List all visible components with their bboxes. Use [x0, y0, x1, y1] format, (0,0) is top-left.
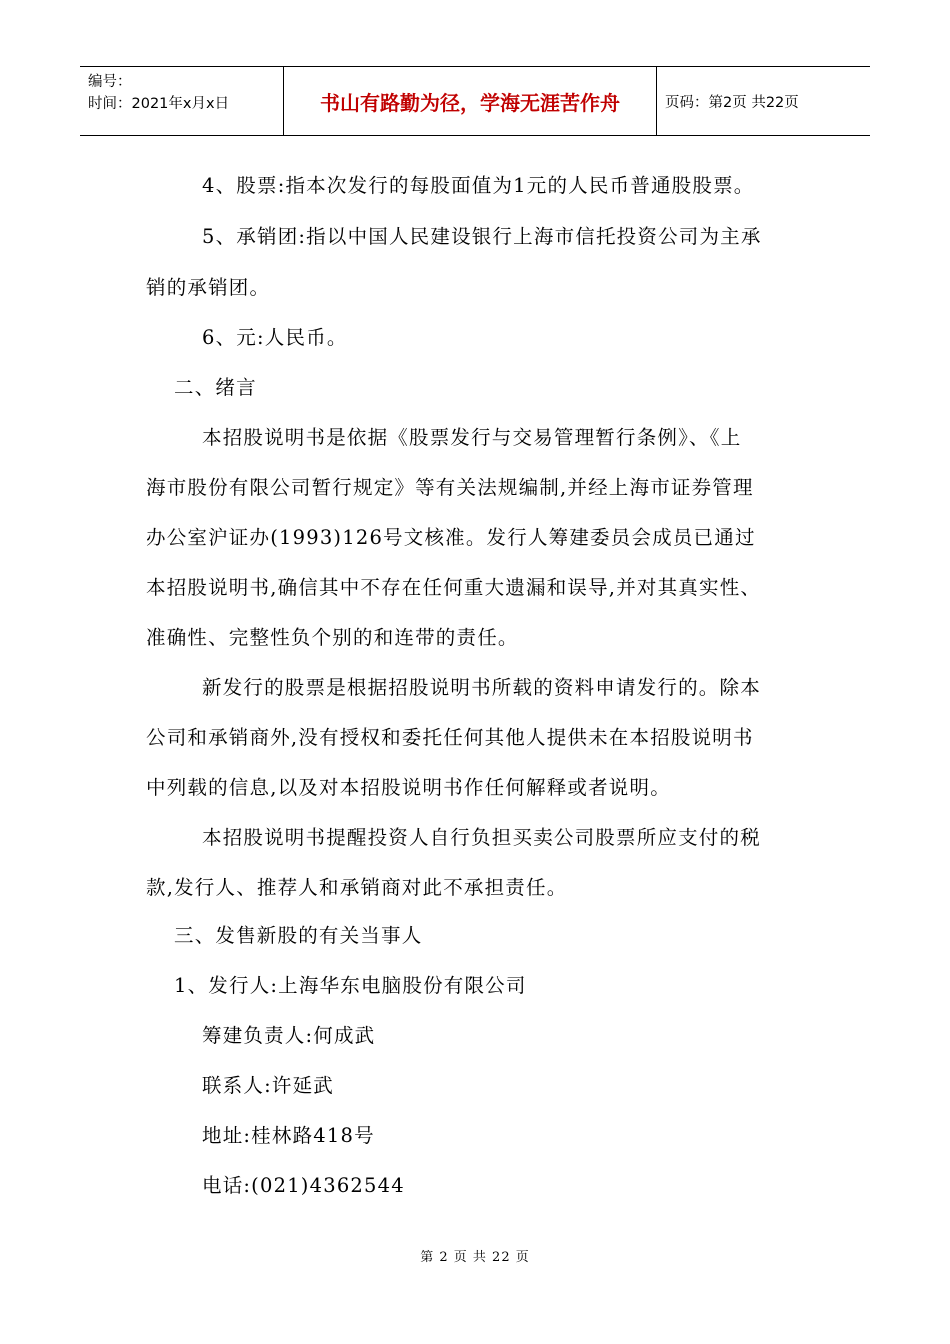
paragraph-line: 准确性、完整性负个别的和连带的责任。	[146, 626, 519, 649]
paragraph-line: 本招股说明书是依据《股票发行与交易管理暂行条例》、《上	[202, 426, 742, 449]
paragraph-line: 本招股说明书提醒投资人自行负担买卖公司股票所应支付的税	[202, 826, 761, 849]
paragraph-line: 中列载的信息,以及对本招股说明书作任何解释或者说明。	[146, 776, 671, 799]
header-meta	[80, 67, 283, 135]
paragraph-line: 4、股票:指本次发行的每股面值为1元的人民币普通股股票。	[202, 174, 755, 197]
paragraph-line: 新发行的股票是根据招股说明书所载的资料申请发行的。除本	[202, 676, 761, 699]
paragraph-line: 筹建负责人:何成武	[202, 1024, 376, 1047]
paragraph-line: 1、发行人:上海华东电脑股份有限公司	[174, 974, 527, 997]
paragraph-line: 办公室沪证办(1993)126号文核准。发行人筹建委员会成员已通过	[146, 526, 756, 549]
header-motto: 书山有路勤为径，学海无涯苦作舟	[283, 67, 657, 135]
page-footer: 第 2 页 共 22 页	[420, 1250, 530, 1265]
paragraph-line: 5、承销团:指以中国人民建设银行上海市信托投资公司为主承	[202, 225, 762, 248]
paragraph-line: 本招股说明书,确信其中不存在任何重大遗漏和误导,并对其真实性、	[146, 576, 762, 599]
section-heading: 三、发售新股的有关当事人	[174, 924, 423, 947]
paragraph-line: 款,发行人、推荐人和承销商对此不承担责任。	[146, 876, 568, 899]
page-header	[80, 66, 870, 136]
paragraph-line: 电话:(021)4362544	[202, 1174, 405, 1197]
paragraph-line: 公司和承销商外,没有授权和委托任何其他人提供未在本招股说明书	[146, 726, 754, 749]
paragraph-line: 销的承销团。	[146, 276, 271, 299]
paragraph-line: 联系人:许延武	[202, 1074, 334, 1097]
section-heading: 二、绪言	[174, 376, 257, 399]
paragraph-line: 地址:桂林路418号	[202, 1124, 375, 1147]
header-page-number: 页码：第2页 共22页	[665, 94, 799, 111]
document-time-label: 时间：2021年x月x日	[88, 96, 230, 112]
paragraph-line: 海市股份有限公司暂行规定》等有关法规编制,并经上海市证券管理	[146, 476, 754, 499]
paragraph-line: 6、元:人民币。	[202, 326, 348, 349]
document-number-label: 编号：	[88, 74, 132, 90]
